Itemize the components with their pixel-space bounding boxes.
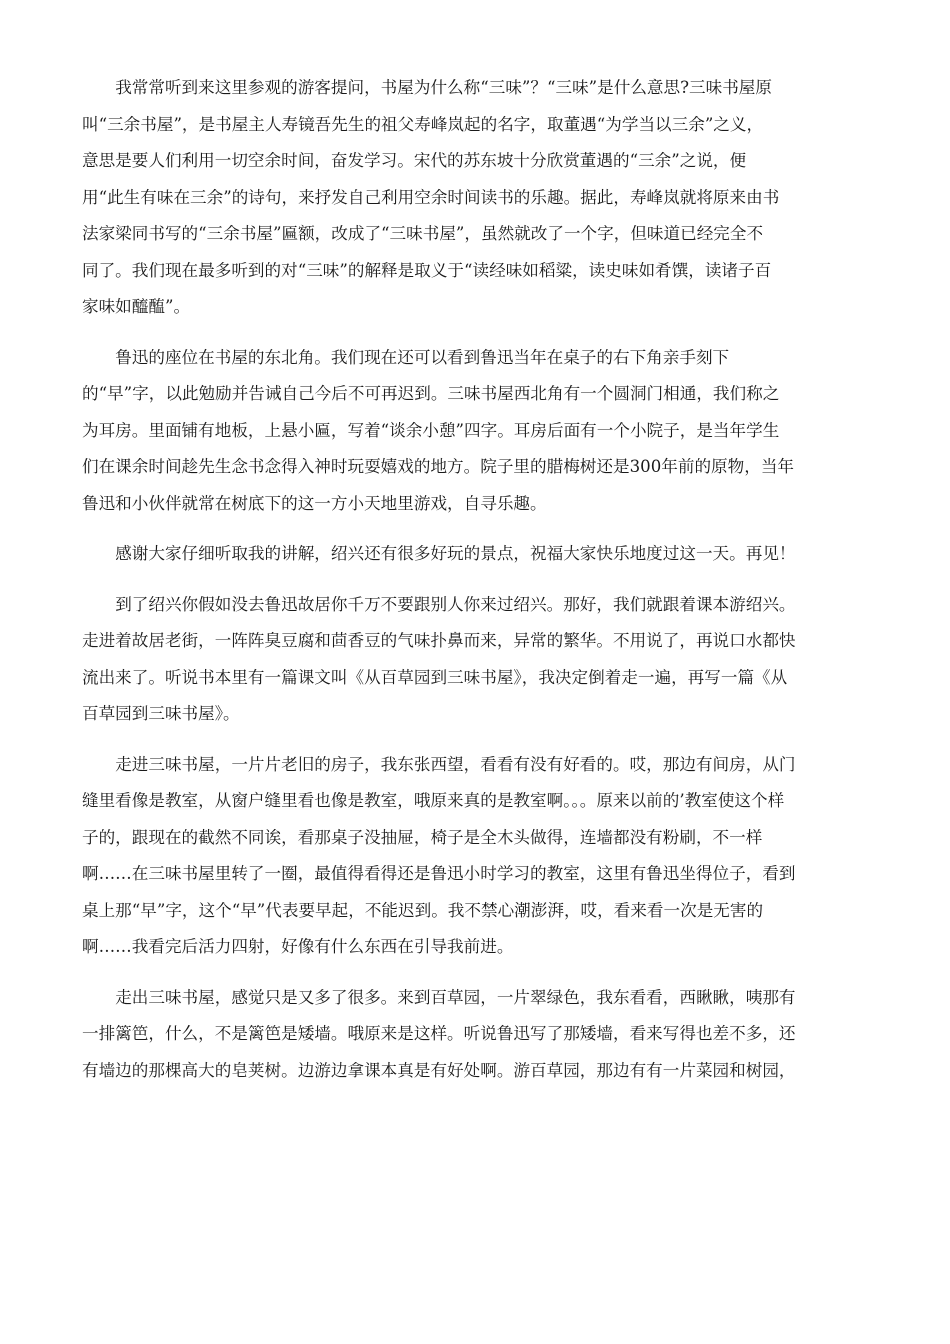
text-line: 鲁迅的座位在书屋的东北角。我们现在还可以看到鲁迅当年在桌子的右下角亲手刻下	[115, 347, 730, 367]
text-line: 子的，跟现在的截然不同诶，看那桌子没抽屉，椅子是全木头做得，连墙都没有粉刷，不一样	[82, 827, 763, 847]
paragraph-3	[82, 536, 868, 573]
text-line: 流出来了。听说书本里有一篇课文叫《从百草园到三味书屋》，我决定倒着走一遍，再写一篇《从	[82, 667, 788, 687]
paragraph-1	[82, 70, 868, 326]
text-line: 我常常听到来这里参观的游客提问，书屋为什么称“三味”？“三味”是什么意思?三味书屋原	[115, 78, 772, 97]
paragraph-4	[82, 587, 868, 733]
text-line: 到了绍兴你假如没去鲁迅故居你千万不要跟别人你来过绍兴。那好，我们就跟着课本游绍兴。	[115, 594, 796, 614]
text-line: 有墙边的那棵高大的皂荚树。边游边拿课本真是有好处啊。游百草园，那边有有一片菜园和树园，	[82, 1060, 796, 1080]
text-line: 用“此生有味在三余”的诗句，来抒发自己利用空余时间读书的乐趣。据此，寿峰岚就将原来由书	[82, 187, 780, 207]
paragraph-2	[82, 340, 868, 523]
text-line: 们在课余时间趁先生念书念得入神时玩耍嬉戏的地方。院子里的腊梅树还是300年前的原物，当年	[82, 457, 795, 476]
text-line: 法家梁同书写的“三余书屋”匾额，改成了“三味书屋”，虽然就改了一个字，但味道已经完全不	[82, 224, 764, 243]
text-line: 啊……我看完后活力四射，好像有什么东西在引导我前进。	[82, 937, 514, 956]
text-line: 意思是要人们利用一切空余时间，奋发学习。宋代的苏东坡十分欣赏董遇的“三余”之说，便	[82, 151, 747, 170]
paragraph-5	[82, 747, 868, 966]
document-page	[82, 70, 868, 1103]
text-line: 啊……在三味书屋里转了一圈，最值得看得还是鲁迅小时学习的教室，这里有鲁迅坐得位子，看到	[82, 864, 796, 883]
text-line: 缝里看像是教室，从窗户缝里看也像是教室，哦原来真的是教室啊。。。原来以前的’教室使这个样	[82, 791, 785, 810]
text-line: 的“早”字，以此勉励并告诫自己今后不可再迟到。三味书屋西北角有一个圆洞门相通，我们称之	[82, 384, 780, 403]
text-line: 走进三味书屋，一片片老旧的房子，我东张西望，看看有没有好看的。哎，那边有间房，从门	[115, 754, 796, 774]
text-line: 桌上那“早”字，这个“早”代表要早起，不能迟到。我不禁心潮澎湃，哎，看来看一次是无害的	[82, 900, 764, 920]
text-line: 走进着故居老街，一阵阵臭豆腐和茴香豆的气味扑鼻而来，异常的繁华。不用说了，再说口水都快	[82, 631, 796, 650]
text-line: 一排篱笆，什么，不是篱笆是矮墙。哦原来是这样。听说鲁迅写了那矮墙，看来写得也差不多，还	[82, 1024, 796, 1043]
paragraph-6	[82, 980, 868, 1090]
text-line: 同了。我们现在最多听到的对“三味”的解释是取义于“读经味如稻粱，读史味如肴馔，读诸子百	[82, 260, 772, 280]
text-line: 百草园到三味书屋》。	[82, 704, 240, 723]
text-line: 叫“三余书屋”，是书屋主人寿镜吾先生的祖父寿峰岚起的名字，取董遇“为学当以三余”之义，	[82, 114, 764, 134]
text-line: 家味如醯醢”。	[82, 297, 191, 316]
text-line: 为耳房。里面铺有地板，上悬小匾，写着“谈余小憩”四字。耳房后面有一个小院子，是当年学生	[82, 420, 780, 440]
text-line: 感谢大家仔细听取我的讲解，绍兴还有很多好玩的景点，祝福大家快乐地度过这一天。再见！	[115, 544, 796, 563]
text-line: 鲁迅和小伙伴就常在树底下的这一方小天地里游戏，自寻乐趣。	[82, 493, 547, 513]
text-line: 走出三味书屋，感觉只是又多了很多。来到百草园，一片翠绿色，我东看看，西瞅瞅，咦那有	[115, 987, 796, 1007]
